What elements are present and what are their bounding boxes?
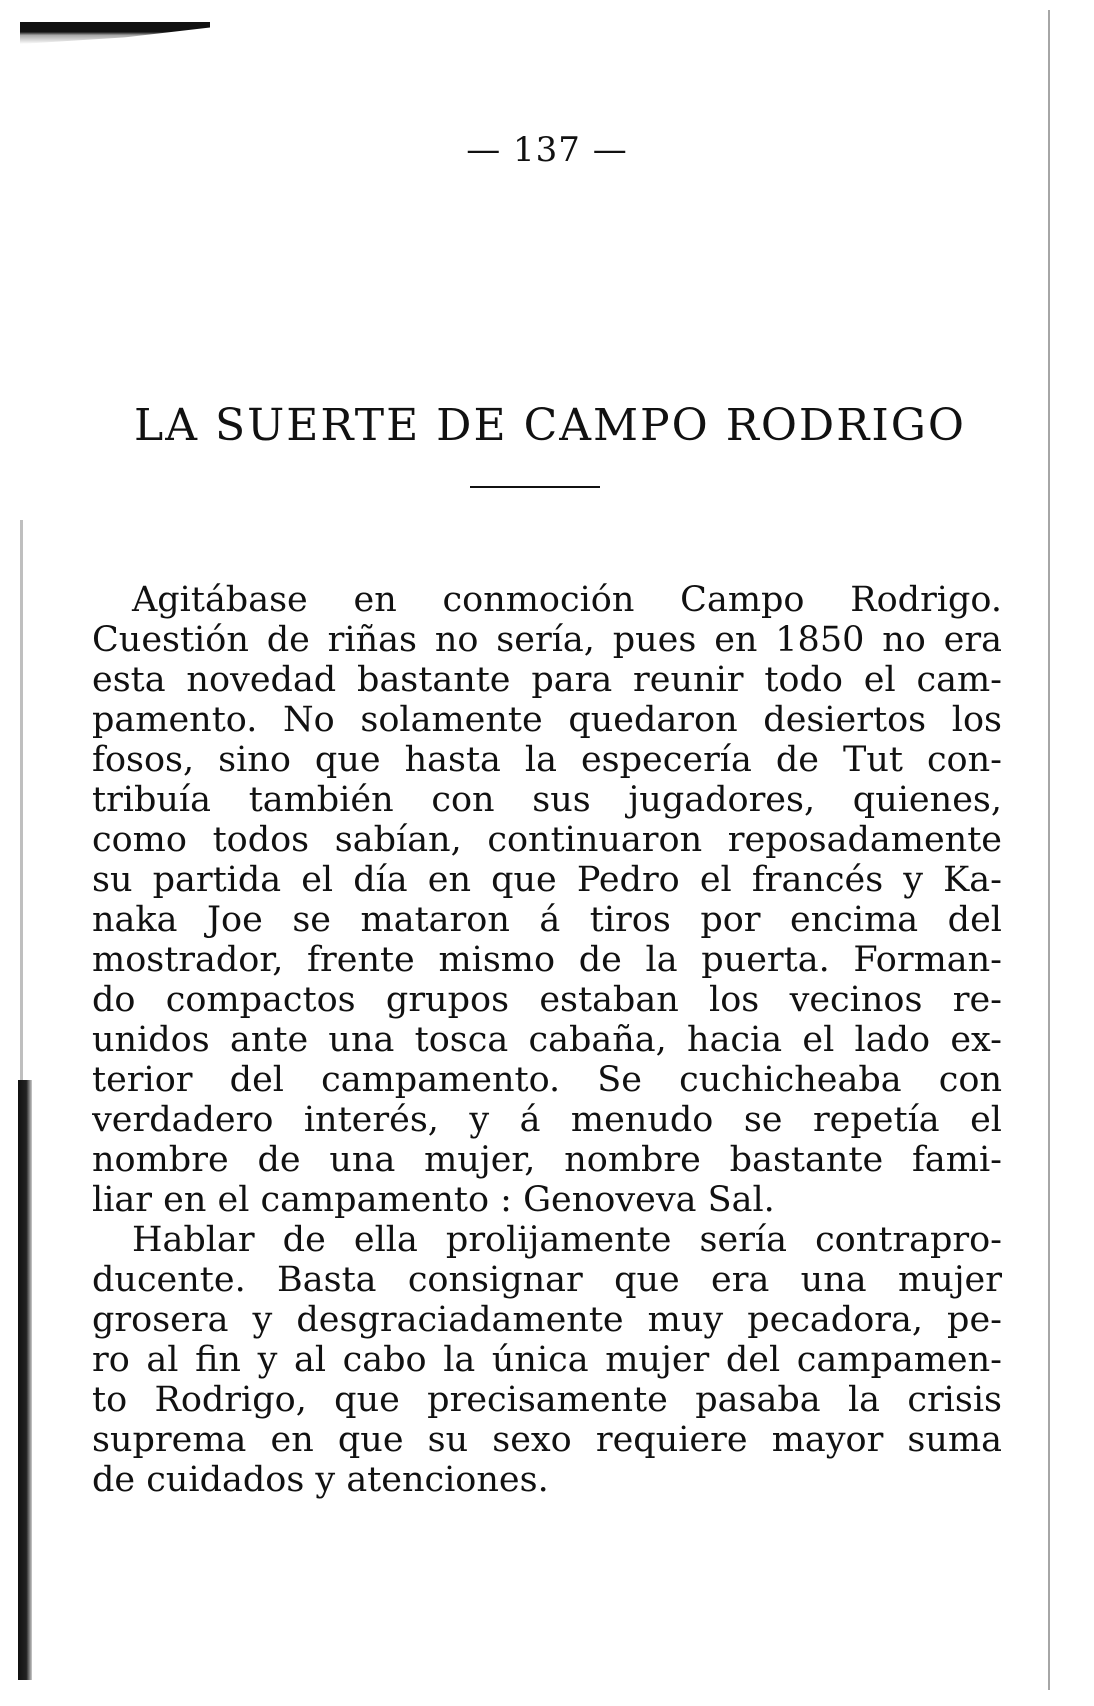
text-line: do compactos grupos estaban los vecinos re- [92, 980, 1002, 1020]
text-line: esta novedad bastante para reunir todo el cam- [92, 660, 1002, 700]
text-line: ducente. Basta consignar que era una mujer [92, 1260, 1002, 1300]
text-line: de cuidados y atenciones. [92, 1460, 549, 1500]
body-text [92, 580, 1002, 1500]
page-number: — 137 — [466, 130, 628, 170]
scan-artifact-top [20, 22, 210, 44]
text-line: terior del campamento. Se cuchicheaba con [92, 1060, 1002, 1100]
text-line: nombre de una mujer, nombre bastante fami- [92, 1140, 1002, 1180]
text-line: to Rodrigo, que precisamente pasaba la crisis [92, 1380, 1002, 1420]
chapter-title: LA SUERTE DE CAMPO RODRIGO [134, 400, 966, 451]
text-line: Agitábase en conmoción Campo Rodrigo. [132, 580, 1002, 620]
text-line: unidos ante una tosca cabaña, hacia el lado ex- [92, 1020, 1002, 1060]
scan-artifact-right-edge [1048, 10, 1050, 1690]
text-line: liar en el campamento : Genoveva Sal. [92, 1180, 775, 1220]
text-line: como todos sabían, continuaron reposadamente [92, 820, 1002, 860]
paragraph-1 [92, 580, 1002, 1220]
text-line: pamento. No solamente quedaron desiertos los [92, 700, 1002, 740]
text-line: naka Joe se mataron á tiros por encima del [92, 900, 1002, 940]
text-line: Hablar de ella prolijamente sería contrapro- [132, 1220, 1002, 1260]
text-line: mostrador, frente mismo de la puerta. Forman- [92, 940, 1002, 980]
text-line: suprema en que su sexo requiere mayor suma [92, 1420, 1002, 1460]
text-line: tribuía también con sus jugadores, quienes, [92, 780, 1002, 820]
title-divider [470, 486, 600, 488]
text-line: fosos, sino que hasta la especería de Tut con- [92, 740, 1002, 780]
text-line: ro al fin y al cabo la única mujer del campamen- [92, 1340, 1002, 1380]
text-line: Cuestión de riñas no sería, pues en 1850 no era [92, 620, 1002, 660]
paragraph-2 [92, 1220, 1002, 1500]
scan-artifact-left-thin [20, 520, 23, 1080]
text-line: verdadero interés, y á menudo se repetía el [92, 1100, 1002, 1140]
text-line: grosera y desgraciadamente muy pecadora, pe- [92, 1300, 1002, 1340]
text-line: su partida el día en que Pedro el francés y Ka- [92, 860, 1002, 900]
scan-artifact-left-edge [18, 1080, 32, 1680]
